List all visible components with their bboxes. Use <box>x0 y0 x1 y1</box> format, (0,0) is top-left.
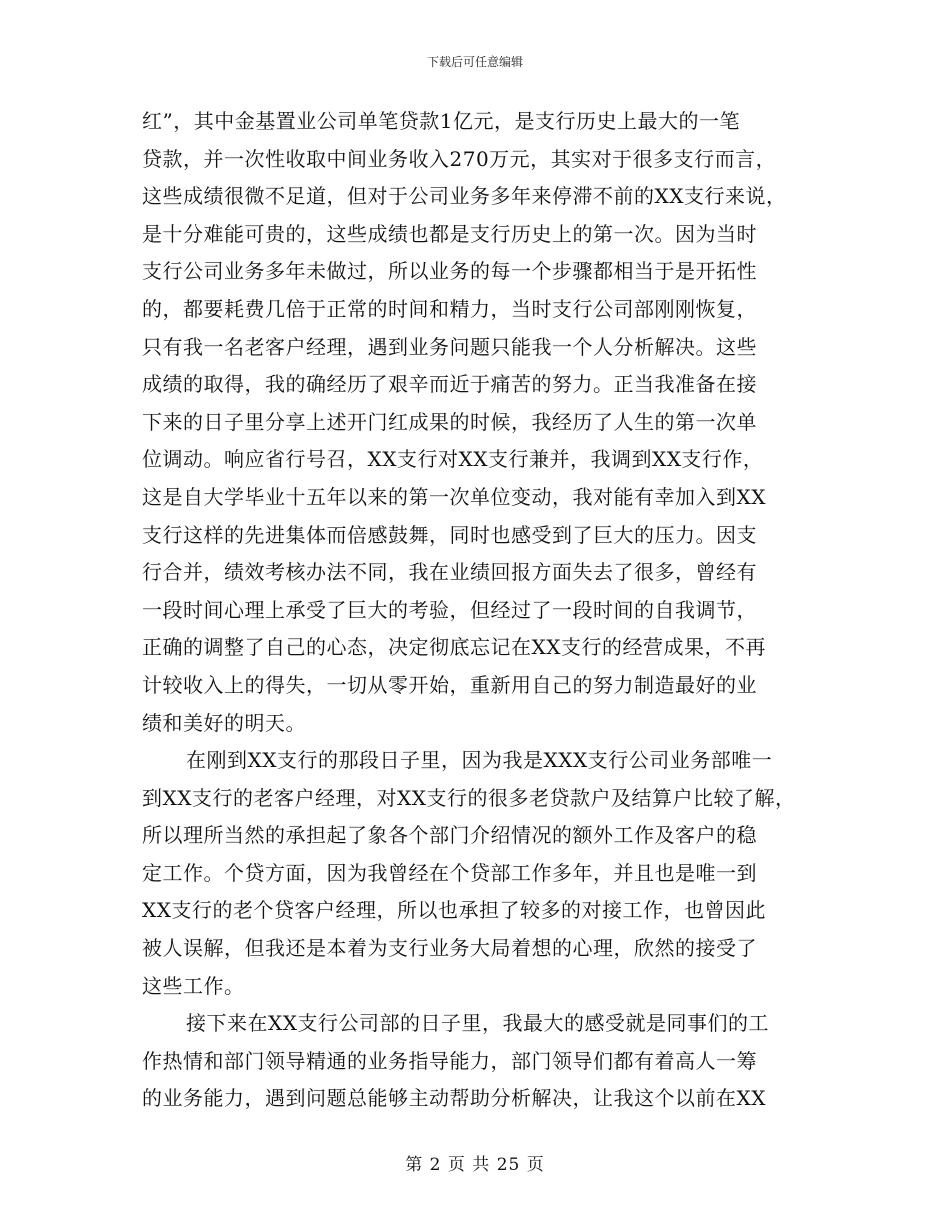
text-line: 下来的日子里分享上述开门红成果的时候，我经历了人生的第一次单 <box>142 409 757 434</box>
text-line: 计较收入上的得失，一切从零开始，重新用自己的努力制造最好的业 <box>142 672 757 697</box>
text-line: 红”，其中金基置业公司单笔贷款1亿元，是支行历史上最大的一笔 <box>142 109 740 133</box>
text-line: 这是自大学毕业十五年以来的第一次单位变动，我对能有幸加入到XX <box>142 484 766 509</box>
page-number: 第 2 页 共 25 页 <box>405 1155 545 1175</box>
text-line: 只有我一名老客户经理，遇到业务问题只能我一个人分析解决。这些 <box>142 334 757 359</box>
text-line: 正确的调整了自己的心态，决定彻底忘记在XX支行的经营成果，不再 <box>142 635 766 660</box>
text-line: 支行公司业务多年未做过，所以业务的每一个步骤都相当于是开拓性 <box>142 259 757 284</box>
text-line: 作热情和部门领导精通的业务指导能力，部门领导们都有着高人一筹 <box>142 1048 757 1073</box>
text-line: 到XX支行的老客户经理，对XX支行的很多老贷款户及结算户比较了解， <box>142 785 796 810</box>
text-line: 的业务能力，遇到问题总能够主动帮助分析解决，让我这个以前在XX <box>142 1086 766 1111</box>
text-line: 位调动。响应省行号召，XX支行对XX支行兼并，我调到XX支行作， <box>142 447 764 472</box>
text-line: 一段时间心理上承受了巨大的考验，但经过了一段时间的自我调节， <box>142 597 757 622</box>
text-line: 支行这样的先进集体而倍感鼓舞，同时也感受到了巨大的压力。因支 <box>142 522 757 547</box>
text-line: 绩和美好的明天。 <box>142 710 306 735</box>
text-line: 贷款，并一次性收取中间业务收入270万元，其实对于很多支行而言， <box>142 146 777 171</box>
text-line: 这些成绩很微不足道，但对于公司业务多年来停滞不前的XX支行来说， <box>142 184 787 209</box>
text-line: 行合并，绩效考核办法不同，我在业绩回报方面失去了很多，曾经有 <box>142 560 757 585</box>
document-body <box>142 103 814 1118</box>
text-line: 的，都要耗费几倍于正常的时间和精力，当时支行公司部刚刚恢复， <box>142 296 757 321</box>
text-line: 是十分难能可贵的，这些成绩也都是支行历史上的第一次。因为当时 <box>142 221 757 246</box>
text-line: 被人误解，但我还是本着为支行业务大局着想的心理，欣然的接受了 <box>142 936 757 961</box>
text-line: 所以理所当然的承担起了象各个部门介绍情况的额外工作及客户的稳 <box>142 823 757 848</box>
text-line: 接下来在XX支行公司部的日子里，我最大的感受就是同事们的工 <box>186 1011 769 1036</box>
page-header: 下载后可任意编辑 <box>426 55 523 69</box>
text-line: 定工作。个贷方面，因为我曾经在个贷部工作多年，并且也是唯一到 <box>142 860 757 885</box>
text-line: 在刚到XX支行的那段日子里，因为我是XXX支行公司业务部唯一 <box>186 748 773 773</box>
text-line: 这些工作。 <box>142 973 245 998</box>
text-line: XX支行的老个贷客户经理，所以也承担了较多的对接工作，也曾因此 <box>142 898 766 923</box>
text-line: 成绩的取得，我的确经历了艰辛而近于痛苦的努力。正当我准备在接 <box>142 372 757 397</box>
